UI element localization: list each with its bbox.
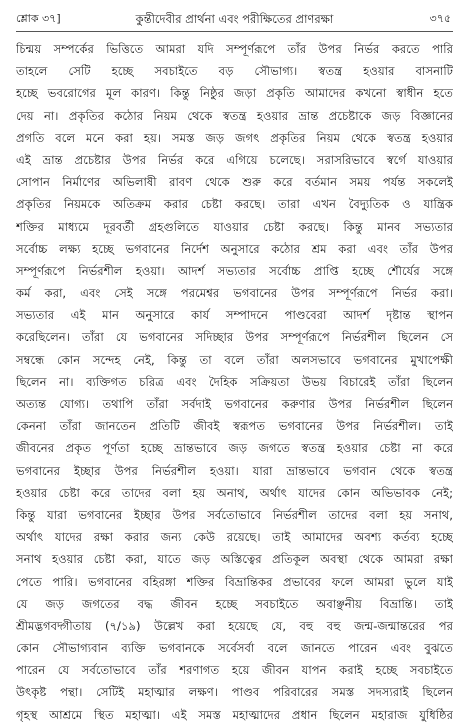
text-line: সর্বোচ্চ লক্ষ্য হচ্ছে ভগবানের নির্দেশ অনুসারে কঠোর শ্রম করা এবং তাঁর উপর [16, 241, 453, 256]
text-line: কর্ম করা, এবং সেই সঙ্গে পরমেশ্বর ভগবানের উপর সম্পূর্ণরূপে নির্ভর করা। [16, 286, 453, 301]
page-number: ৩৭৫ [429, 12, 451, 25]
text-line: তাহলে সেটি হচ্ছে সবচাইতে বড় সৌভাগ্য। স্বতন্ত্র হওয়ার বাসনাটি [16, 64, 453, 79]
text-line: কোন সৌভাগ্যবান ব্যক্তি ভগবানকে সর্বেসর্বা বলে জানতে পারেন এবং বুঝতে [16, 641, 453, 656]
text-line: গৃহস্থ আশ্রমে স্থিত মহাত্মা। এই সমস্ত মহাত্মাদের প্রধান ছিলেন মহারাজ যুধিষ্ঠির [16, 707, 453, 722]
text-line: সনাথ হওয়ার চেষ্টা করা, যাতে জড় অস্তিত্বের প্রতিকূল অবস্থা থেকে আমরা রক্ষা [16, 552, 453, 567]
text-line: যে জড় জগতের বদ্ধ জীবন হচ্ছে সবচাইতে অবাঞ্ছনীয় বিভ্রান্তি। তাই [16, 596, 453, 611]
text-line: প্রকৃতির নিয়মকে অতিক্রম করার চেষ্টা করছে। তারা এখন বৈদ্যুতিক ও যান্ত্রিক [16, 197, 453, 212]
text-line: শক্তির মাধ্যমে দূরবর্তী গ্রহগুলিতে যাওয়ার চেষ্টা করছে। কিন্তু মানব সভ্যতার [16, 219, 453, 234]
text-line: সভ্যতার এই মান অনুসারে কার্য সম্পাদনে পাণ্ডবেরা আদর্শ দৃষ্টান্ত স্থাপন [16, 308, 453, 323]
text-line: পেতে পারি। ভগবানের বহিরঙ্গা শক্তির বিভ্রান্তিকর প্রভাবের ফলে আমরা ভুলে যাই [16, 574, 453, 589]
text-line: সম্বন্ধে কোন সন্দেহ নেই, কিন্তু তা বলে তাঁরা অলসভাবে ভগবানের মুখাপেক্ষী [16, 352, 453, 367]
text-line: সম্পূর্ণরূপে নির্ভরশীল হওয়া। আদর্শ সভ্যতার সর্বোচ্চ প্রাপ্তি হচ্ছে শৌর্যের সঙ্গে [16, 263, 453, 278]
text-line: করেছিলেন। তাঁরা যে ভগবানের সদিচ্ছার উপর সম্পূর্ণরূপে নির্ভরশীল ছিলেন সে [16, 330, 453, 345]
text-line: উৎকৃষ্ট পন্থা। সেটিই মহাত্মার লক্ষণ। পাণ্ডব পরিবারের সমস্ত সদস্যরাই ছিলেন [16, 685, 453, 700]
text-line: দেয় না। প্রকৃতির কঠোর নিয়ম থেকে স্বতন্ত্র হওয়ার ভ্রান্ত প্রচেষ্টাকে জড় বিজ্ঞানের [16, 108, 453, 123]
text-line: জীবনের প্রকৃত পূর্ণতা হচ্ছে ভ্রান্তভাবে জড় জগতে স্বতন্ত্র হওয়ার চেষ্টা না করে [16, 441, 453, 456]
text-line: ভগবানের ইচ্ছার উপর নির্ভরশীল হওয়া। যারা ভ্রান্তভাবে ভগবান থেকে স্বতন্ত্র [16, 463, 453, 478]
text-line: প্রগতি বলে মনে করা হয়। সমস্ত জড় জগৎ প্রকৃতির নিয়ম থেকে স্বতন্ত্র হওয়ার [16, 130, 453, 145]
text-line: হচ্ছে ভবরোগের মূল কারণ। কিন্তু নিষ্ঠুর জড়া প্রকৃতি আমাদের কখনো স্বাধীন হতে [16, 86, 453, 101]
text-line: কিন্তু যারা ভগবানের ইচ্ছার উপর সর্বতোভাবে নির্ভরশীল তাদের বলা হয় সনাথ, [16, 507, 453, 522]
text-line: কেননা তাঁরা জানতেন প্রতিটি জীবই স্বরূপত ভগবানের উপর নির্ভরশীল। তাই [16, 419, 453, 434]
text-line: পারেন যে সর্বতোভাবে তাঁর শরণাগত হয়ে জীবন যাপন করাই হচ্ছে সবচাইতে [16, 663, 453, 678]
text-line: সোপান নির্মাণের অভিলাষী রাবণ থেকে শুরু করে বর্তমান সময় পর্যন্ত সকলেই [16, 175, 453, 190]
text-line: অর্থাৎ যাদের রক্ষা করার জন্য কেউ রয়েছে। তাই আমাদের অবশ্য কর্তব্য হচ্ছে [16, 530, 453, 545]
page-header [16, 8, 453, 30]
verse-reference: শ্লোক ৩৭] [16, 12, 61, 25]
text-line: ছিলেন না। ব্যক্তিগত চরিত্র এবং দৈহিক সক্রিয়তা উভয় বিচারেই তাঁরা ছিলেন [16, 374, 453, 389]
running-title: কুন্তীদেবীর প্রার্থনা এবং পরীক্ষিতের প্রাণরক্ষা [135, 12, 334, 26]
text-line: চিন্ময় সম্পর্কের ভিত্তিতে আমরা যদি সম্পূর্ণরূপে তাঁর উপর নির্ভর করতে পারি [16, 42, 453, 56]
text-line: হওয়ার চেষ্টা করে তাদের বলা হয় অনাথ, অর্থাৎ যাদের কোন অভিভাবক নেই; [16, 485, 453, 500]
text-line: অত্যন্ত যোগ্য। তথাপি তাঁরা সর্বদাই ভগবানের করুণার উপর নির্ভরশীল ছিলেন [16, 397, 453, 411]
text-line: শ্রীমদ্ভগবদ্গীতায় (৭/১৯) উল্লেখ করা হয়েছে যে, বহু বহু জন্ম-জন্মান্তরের পর [16, 618, 453, 633]
body-text [16, 38, 453, 726]
header-rule [16, 31, 453, 32]
text-line: এই ভ্রান্ত প্রচেষ্টার উপর নির্ভর করে এগিয়ে চলেছে। সরাসরিভাবে স্বর্গে যাওয়ার [16, 152, 453, 167]
